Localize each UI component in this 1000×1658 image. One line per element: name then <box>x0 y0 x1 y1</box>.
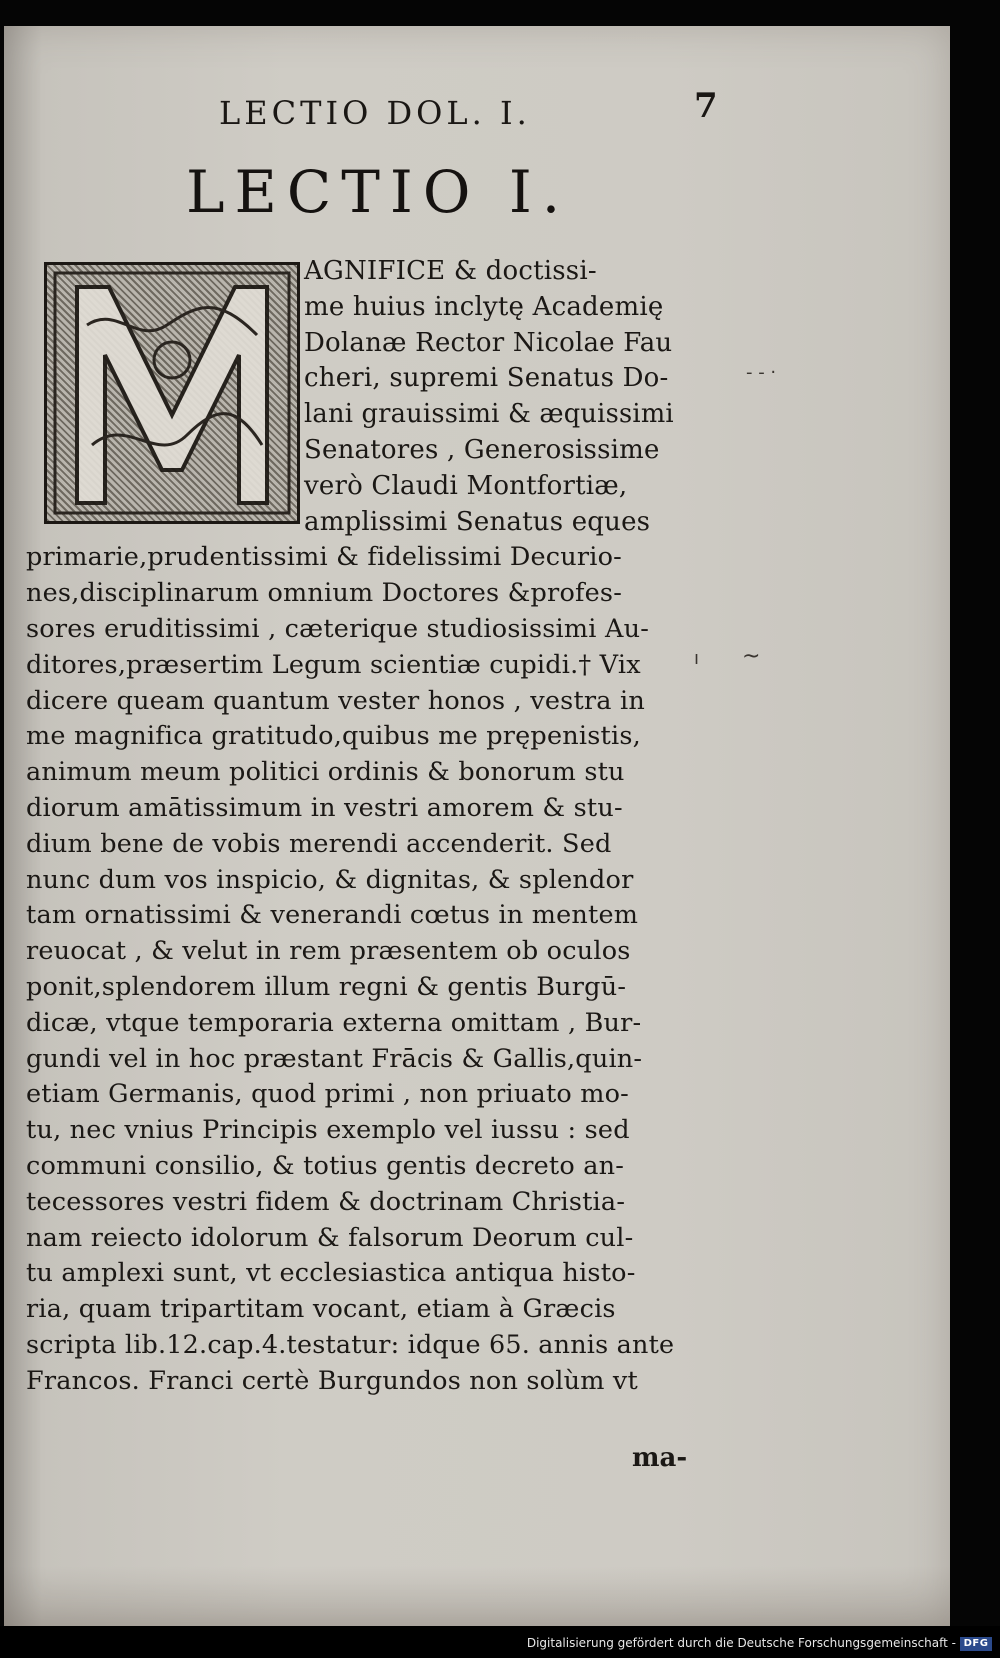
page-number: 7 <box>694 86 718 126</box>
text-line: me huius inclytę Academię <box>304 291 664 322</box>
text-line: nunc dum vos inspicio, & dignitas, & splendor <box>26 864 634 895</box>
text-line: communi consilio, & totius gentis decreto an- <box>26 1151 625 1181</box>
text-line: Senatores , Generosissime <box>304 435 660 465</box>
text-line: Dolanæ Rector Nicolae Fau <box>304 327 673 358</box>
book-page <box>4 26 950 1626</box>
text-line: AGNIFICE & doctissi- <box>304 256 597 286</box>
text-line: gundi vel in hoc præstant Frācis & Gallis,quin- <box>26 1043 643 1074</box>
text-line: dicæ, vtque temporaria externa omittam , Bur- <box>26 1007 642 1038</box>
text-line: tecessores vestri fidem & doctrinam Christia- <box>26 1186 626 1217</box>
text-line: tam ornatissimi & venerandi cœtus in mentem <box>26 900 639 931</box>
text-line: primarie,prudentissimi & fidelissimi Decurio- <box>26 542 622 573</box>
text-line: etiam Germanis, quod primi , non priuato mo- <box>26 1079 629 1110</box>
text-line: dicere queam quantum vester honos , vestra in <box>26 685 645 716</box>
text-line: dium bene de vobis merendi accenderit. Sed <box>26 828 612 859</box>
dfg-logo: DFG <box>960 1637 992 1651</box>
catchword: ma- <box>632 1443 688 1473</box>
decorated-initial-m <box>44 262 300 524</box>
text-line: lani grauissimi & æquissimi <box>304 399 674 430</box>
text-line: me magnifica gratitudo,quibus me prępenistis, <box>26 721 641 752</box>
text-line: ria, quam tripartitam vocant, etiam à Græcis <box>26 1294 616 1325</box>
text-line: scripta lib.12.cap.4.testatur: idque 65. annis ante <box>26 1330 675 1360</box>
text-line: diorum amātissimum in vestri amorem & stu- <box>26 793 623 823</box>
text-line: ponit,splendorem illum regni & gentis Burgū- <box>26 972 627 1002</box>
footer-bar <box>0 1626 1000 1658</box>
text-line: verò Claudi Montfortiæ, <box>304 470 628 501</box>
margin-mark-icon: ı <box>694 648 700 669</box>
margin-mark-icon: - - · <box>746 362 777 383</box>
chapter-title: LECTIO I. <box>186 158 571 226</box>
text-line: cheri, supremi Senatus Do- <box>304 363 669 394</box>
text-line: nes,disciplinarum omnium Doctores &profes- <box>26 578 623 609</box>
margin-mark-icon: ~ <box>742 644 761 669</box>
text-line: ditores,præsertim Legum scientiæ cupidi.† Vix <box>26 649 641 680</box>
text-line: tu amplexi sunt, vt ecclesiastica antiqua histo- <box>26 1258 636 1289</box>
text-line: Francos. Franci certè Burgundos non solùm vt <box>26 1365 638 1396</box>
text-line: animum meum politici ordinis & bonorum stu <box>26 757 625 788</box>
text-line: amplissimi Senatus eques <box>304 506 651 537</box>
digitization-credit: Digitalisierung gefördert durch die Deutsche Forschungsgemeinschaft - <box>526 1636 956 1650</box>
text-line: sores eruditissimi , cæterique studiosissimi Au- <box>26 614 650 644</box>
text-line: tu, nec vnius Principis exemplo vel iussu : sed <box>26 1115 630 1146</box>
text-line: nam reiecto idolorum & falsorum Deorum cul- <box>26 1222 634 1253</box>
running-head: LECTIO DOL. I. <box>219 94 531 132</box>
woodcut-ornament-icon <box>47 265 297 521</box>
text-line: reuocat , & velut in rem præsentem ob oculos <box>26 936 631 967</box>
